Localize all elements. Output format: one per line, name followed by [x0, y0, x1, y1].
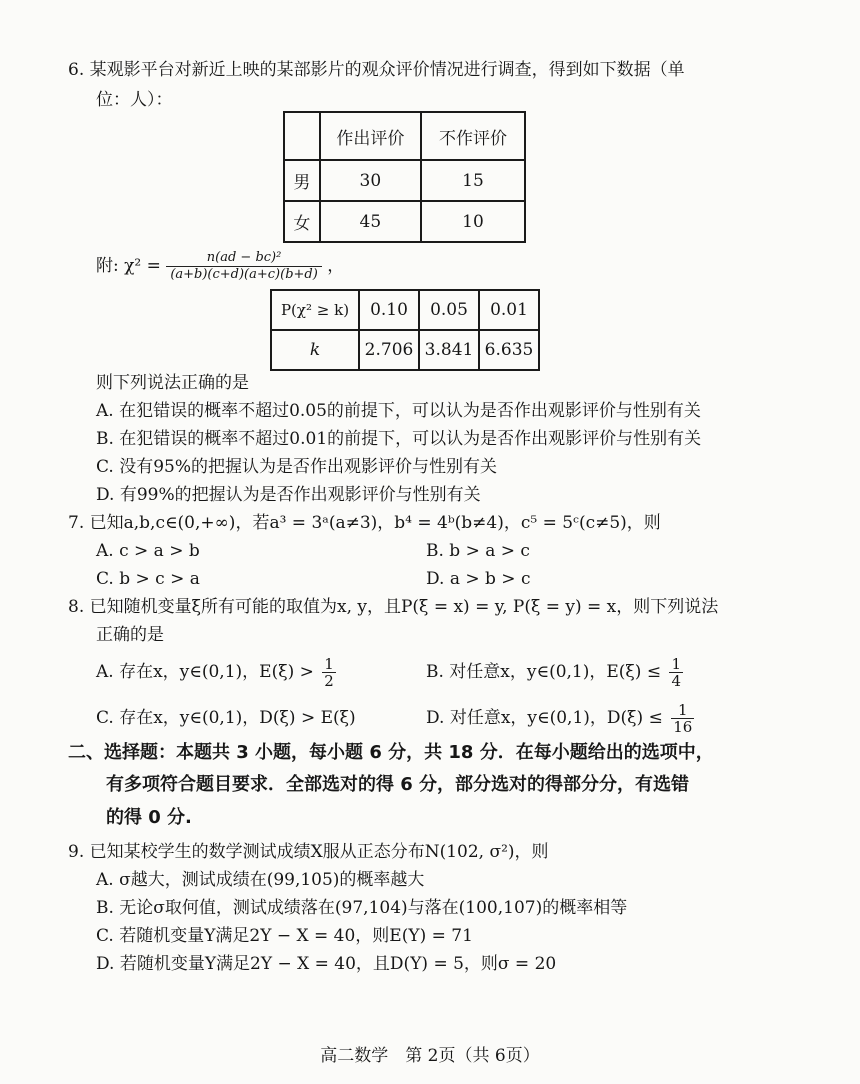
q8-stem-line1: 8. 已知随机变量ξ所有可能的取值为x, y，且P(ξ = x) = y, P(ξ = y) = x，则下列说法	[68, 597, 719, 617]
q8-b-num: 1	[671, 655, 682, 673]
q6-line2: 位：人）：	[96, 90, 173, 110]
t1-r0c0: 男	[284, 160, 320, 201]
t2-r0c0: P(χ² ≥ k)	[271, 290, 359, 330]
page-footer: 高二数学 第 2页（共 6页）	[320, 1046, 540, 1066]
q8-d-den: 16	[673, 718, 693, 736]
t2-r1c3: 6.635	[479, 330, 539, 370]
q9-option-a: A. σ越大，测试成绩在(99,105)的概率越大	[96, 870, 425, 890]
t2-r0c1: 0.10	[359, 290, 419, 330]
t1-r1c1: 45	[320, 201, 421, 242]
formula-suffix: ，	[327, 256, 345, 276]
q8-a-den: 2	[324, 672, 334, 690]
t2-r1c1: 2.706	[359, 330, 419, 370]
q7-option-c: C. b > c > a	[96, 569, 200, 589]
section2-line1: 二、选择题：本题共 3 小题，每小题 6 分，共 18 分．在每小题给出的选项中，	[68, 742, 714, 763]
q8-option-c: C. 存在x，y∈(0,1)，D(ξ) > E(ξ)	[96, 708, 356, 728]
t2-r1c0: k	[271, 330, 359, 370]
q8-option-a-text: A. 存在x，y∈(0,1)，E(ξ) >	[96, 662, 314, 682]
q8-option-d-fraction	[671, 702, 694, 735]
q9-stem: 9. 已知某校学生的数学测试成绩X服从正态分布N(102, σ²)，则	[68, 842, 549, 862]
q8-stem-line2: 正确的是	[96, 625, 164, 645]
chi-square-formula	[96, 248, 344, 284]
formula-fraction	[166, 250, 322, 283]
q7-stem: 7. 已知a,b,c∈(0,+∞)，若a³ = 3ᵃ(a≠3)，b⁴ = 4ᵇ(b≠4)，c⁵ = 5ᶜ(c≠5)，则	[68, 513, 661, 533]
section2-line2: 有多项符合题目要求．全部选对的得 6 分，部分选对的得部分分，有选错	[106, 774, 690, 795]
q8-d-num: 1	[678, 701, 688, 719]
q8-option-d	[426, 700, 694, 736]
q6-option-d: D. 有99%的把握认为是否作出观影评价与性别有关	[96, 485, 481, 505]
q6-table2	[270, 289, 540, 371]
t2-r0c3: 0.01	[479, 290, 539, 330]
t1-r1c2: 10	[421, 201, 525, 242]
q8-a-num: 1	[324, 655, 334, 673]
t1-h0	[284, 112, 320, 160]
q8-option-d-text: D. 对任意x，y∈(0,1)，D(ξ) ≤	[426, 708, 663, 728]
q6-option-a: A. 在犯错误的概率不超过0.05的前提下，可以认为是否作出观影评价与性别有关	[96, 401, 701, 421]
q8-b-den: 4	[671, 672, 682, 690]
t2-r1c2: 3.841	[419, 330, 479, 370]
q8-option-b-fraction	[669, 656, 683, 689]
formula-prefix: 附: χ² =	[96, 256, 161, 276]
q7-option-b: B. b > a > c	[426, 541, 530, 561]
q6-option-c: C. 没有95%的把握认为是否作出观影评价与性别有关	[96, 457, 497, 477]
t1-r0c2: 15	[421, 160, 525, 201]
q9-option-c: C. 若随机变量Y满足2Y − X = 40，则E(Y) = 71	[96, 926, 473, 946]
q7-option-d: D. a > b > c	[426, 569, 531, 589]
formula-numerator: n(ad − bc)²	[206, 250, 282, 265]
q8-option-b	[426, 654, 683, 690]
q6-stem: 则下列说法正确的是	[96, 373, 249, 393]
q6-table1	[283, 111, 526, 243]
formula-denominator: (a+b)(c+d)(a+c)(b+d)	[166, 266, 322, 283]
t1-r1c0: 女	[284, 201, 320, 242]
q6-option-b: B. 在犯错误的概率不超过0.01的前提下，可以认为是否作出观影评价与性别有关	[96, 429, 702, 449]
q8-option-b-text: B. 对任意x，y∈(0,1)，E(ξ) ≤	[426, 662, 662, 682]
t1-h2: 不作评价	[421, 112, 525, 160]
q6-line1: 6. 某观影平台对新近上映的某部影片的观众评价情况进行调查，得到如下数据（单	[68, 60, 685, 80]
t1-h1: 作出评价	[320, 112, 421, 160]
q9-option-b: B. 无论σ取何值，测试成绩落在(97,104)与落在(100,107)的概率相等	[96, 898, 628, 918]
q7-option-a: A. c > a > b	[96, 541, 200, 561]
q8-option-a-fraction	[322, 656, 336, 689]
q9-option-d: D. 若随机变量Y满足2Y − X = 40，且D(Y) = 5，则σ = 20	[96, 954, 557, 974]
section2-line3: 的得 0 分.	[106, 807, 192, 828]
q8-option-a	[96, 654, 336, 690]
t2-r0c2: 0.05	[419, 290, 479, 330]
t1-r0c1: 30	[320, 160, 421, 201]
